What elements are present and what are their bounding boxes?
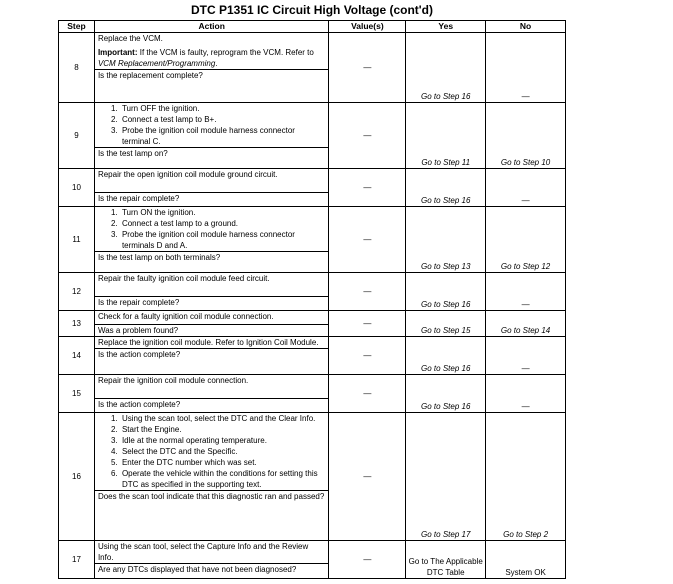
value-cell: — xyxy=(329,169,406,207)
value-cell: — xyxy=(329,413,406,541)
table-row xyxy=(59,273,566,311)
action-line: Repair the faulty ignition coil module feed circuit. xyxy=(97,274,270,283)
action-cell xyxy=(94,541,329,579)
action-question: Is the repair complete? xyxy=(95,192,329,204)
step-number: 17 xyxy=(59,541,95,579)
step-number: 11 xyxy=(59,207,95,273)
action-item: 5. Enter the DTC number which was set. xyxy=(120,457,326,468)
action-cell xyxy=(94,337,329,375)
yes-cell: Go to Step 15 xyxy=(406,311,486,337)
action-cell xyxy=(94,33,329,103)
action-item: 1. Turn ON the ignition. xyxy=(120,207,326,218)
value-cell: — xyxy=(329,33,406,103)
action-cell xyxy=(94,207,329,273)
action-item: 3. Idle at the normal operating temperature. xyxy=(120,435,326,446)
step-number: 12 xyxy=(59,273,95,311)
action-cell xyxy=(94,375,329,413)
action-question: Is the replacement complete? xyxy=(95,69,329,81)
action-item: 3. Probe the ignition coil module harness connector terminals D and A. xyxy=(120,229,326,251)
step-number: 13 xyxy=(59,311,95,337)
action-item: 1. Turn OFF the ignition. xyxy=(120,103,326,114)
step-number: 10 xyxy=(59,169,95,207)
no-cell: — xyxy=(486,33,566,103)
no-cell: — xyxy=(486,375,566,413)
diagnostic-table xyxy=(58,20,566,579)
yes-cell: Go to Step 11 xyxy=(406,103,486,169)
action-cell xyxy=(94,273,329,311)
action-line: Replace the VCM. xyxy=(97,34,163,43)
action-item: 6. Operate the vehicle within the conditions for setting this DTC as specified in the supporting text. xyxy=(120,468,326,490)
table-row xyxy=(59,337,566,375)
yes-cell: Go to Step 16 xyxy=(406,169,486,207)
yes-cell: Go to Step 16 xyxy=(406,375,486,413)
action-cell xyxy=(94,169,329,207)
reference-link[interactable]: VCM Replacement/Programming xyxy=(97,59,216,68)
action-line: Check for a faulty ignition coil module connection. xyxy=(97,312,274,321)
no-cell: Go to Step 12 xyxy=(486,207,566,273)
table-row xyxy=(59,33,566,103)
table-row xyxy=(59,413,566,541)
action-item: 2. Connect a test lamp to a ground. xyxy=(120,218,326,229)
action-question: Is the action complete? xyxy=(95,398,329,410)
action-question: Is the test lamp on? xyxy=(95,147,329,159)
action-line: Using the scan tool, select the Capture Info and the Review Info. xyxy=(97,542,309,562)
action-cell xyxy=(94,103,329,169)
action-question: Is the action complete? xyxy=(95,348,329,360)
action-item: 4. Select the DTC and the Specific. xyxy=(120,446,326,457)
step-number: 15 xyxy=(59,375,95,413)
value-cell: — xyxy=(329,375,406,413)
action-question: Was a problem found? xyxy=(95,324,329,336)
table-row xyxy=(59,311,566,337)
value-cell: — xyxy=(329,273,406,311)
action-question: Is the test lamp on both terminals? xyxy=(95,251,329,263)
yes-cell: Go to Step 16 xyxy=(406,337,486,375)
action-question: Does the scan tool indicate that this diagnostic ran and passed? xyxy=(95,490,329,502)
step-number: 9 xyxy=(59,103,95,169)
header-step: Step xyxy=(59,21,95,33)
action-item: 3. Probe the ignition coil module harness connector terminal C. xyxy=(120,125,326,147)
value-cell: — xyxy=(329,207,406,273)
yes-cell: Go to Step 16 xyxy=(406,273,486,311)
table-row xyxy=(59,103,566,169)
important-end: . xyxy=(215,59,218,68)
header-no: No xyxy=(486,21,566,33)
value-cell: — xyxy=(329,311,406,337)
action-cell xyxy=(94,413,329,541)
no-cell: — xyxy=(486,169,566,207)
no-cell: Go to Step 10 xyxy=(486,103,566,169)
yes-cell: Go to The Applicable DTC Table xyxy=(406,541,486,579)
step-number: 16 xyxy=(59,413,95,541)
yes-cell: Go to Step 13 xyxy=(406,207,486,273)
table-header-row xyxy=(59,21,566,33)
no-cell: — xyxy=(486,337,566,375)
table-row xyxy=(59,169,566,207)
action-line: Replace the ignition coil module. Refer to Ignition Coil Module. xyxy=(97,338,319,347)
action-line: Repair the ignition coil module connection. xyxy=(97,376,249,385)
value-cell: — xyxy=(329,337,406,375)
step-number: 8 xyxy=(59,33,95,103)
no-cell: — xyxy=(486,273,566,311)
important-label: Important: xyxy=(97,48,138,57)
action-line: Repair the open ignition coil module ground circuit. xyxy=(97,170,278,179)
no-cell: System OK xyxy=(486,541,566,579)
table-row xyxy=(59,207,566,273)
header-yes: Yes xyxy=(406,21,486,33)
table-row xyxy=(59,375,566,413)
value-cell: — xyxy=(329,541,406,579)
no-cell: Go to Step 14 xyxy=(486,311,566,337)
yes-cell: Go to Step 17 xyxy=(406,413,486,541)
no-cell: Go to Step 2 xyxy=(486,413,566,541)
header-action: Action xyxy=(94,21,329,33)
action-item: 1. Using the scan tool, select the DTC and the Clear Info. xyxy=(120,413,326,424)
page-title: DTC P1351 IC Circuit High Voltage (cont'd) xyxy=(191,3,433,17)
value-cell: — xyxy=(329,103,406,169)
action-cell xyxy=(94,311,329,337)
action-question: Are any DTCs displayed that have not been diagnosed? xyxy=(95,563,329,575)
action-question: Is the repair complete? xyxy=(95,296,329,308)
important-text: If the VCM is faulty, reprogram the VCM. Refer to xyxy=(137,48,314,57)
header-values: Value(s) xyxy=(329,21,406,33)
yes-cell: Go to Step 16 xyxy=(406,33,486,103)
action-item: 2. Connect a test lamp to B+. xyxy=(120,114,326,125)
step-number: 14 xyxy=(59,337,95,375)
action-item: 2. Start the Engine. xyxy=(120,424,326,435)
table-row xyxy=(59,541,566,579)
